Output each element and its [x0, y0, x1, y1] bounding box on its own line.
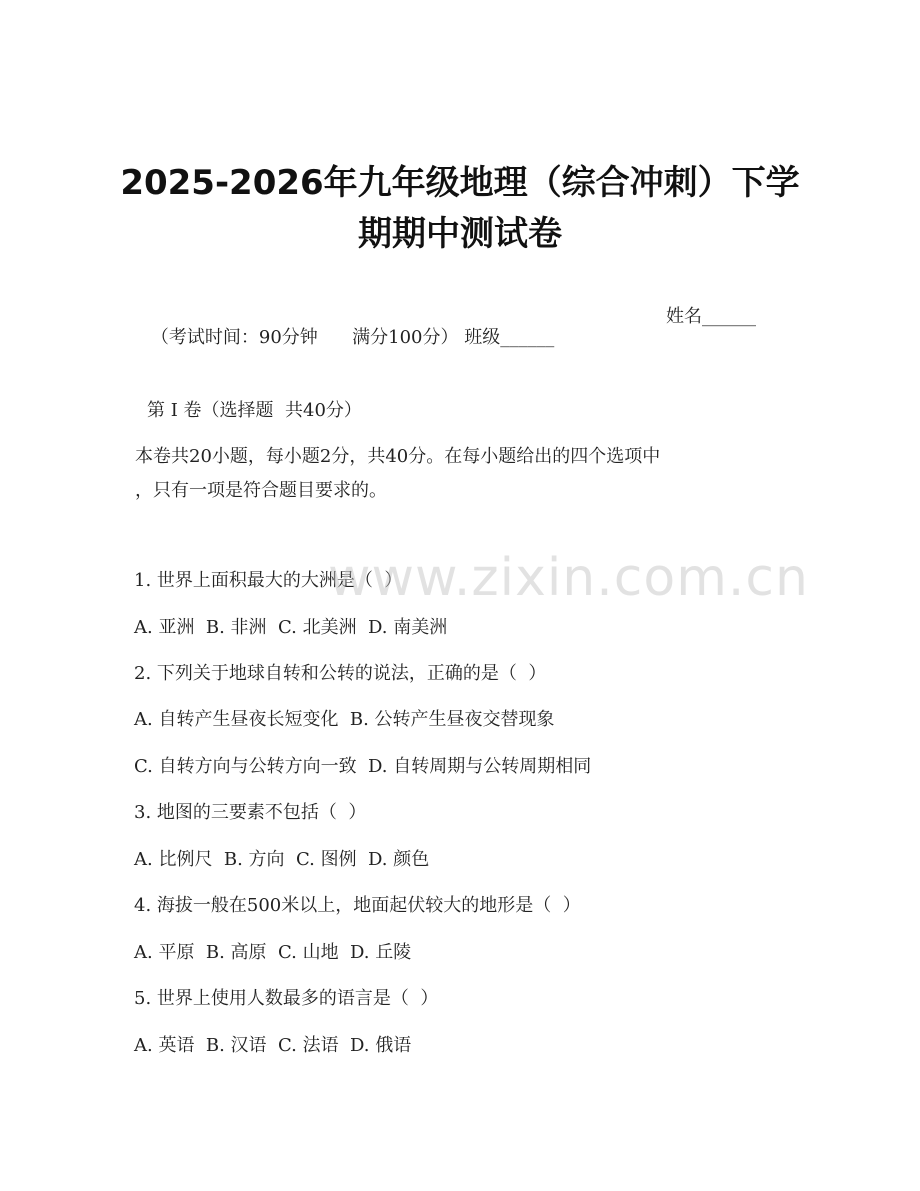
- site-watermark: www.zixin.com.cn: [328, 548, 809, 608]
- exam-title-line-2: 期期中测试卷: [358, 214, 562, 254]
- question-1-options: A. 亚洲 B. 非洲 C. 北美洲 D. 南美洲: [134, 617, 448, 638]
- question-4-options: A. 平原 B. 高原 C. 山地 D. 丘陵: [134, 942, 412, 963]
- question-5-stem: 5. 世界上使用人数最多的语言是（ ）: [134, 988, 439, 1009]
- section-heading: 第 I 卷（选择题 共40分）: [147, 400, 362, 421]
- question-2-options-line-1: A. 自转产生昼夜长短变化 B. 公转产生昼夜交替现象: [134, 709, 555, 730]
- question-2-options-line-2: C. 自转方向与公转方向一致 D. 自转周期与公转周期相同: [134, 756, 592, 777]
- question-2-stem: 2. 下列关于地球自转和公转的说法，正确的是（ ）: [134, 663, 547, 684]
- section-description-line-1: 本卷共20小题，每小题2分，共40分。在每小题给出的四个选项中: [135, 446, 661, 467]
- exam-info-line: [128, 302, 756, 391]
- exam-title-line-1: 2025-2026年九年级地理（综合冲刺）下学: [120, 163, 800, 203]
- exam-info-student-name: 姓名______: [666, 306, 756, 327]
- question-3-stem: 3. 地图的三要素不包括（ ）: [134, 802, 367, 823]
- exam-info-time-score-class: （考试时间：90分钟 满分100分） 班级______: [150, 327, 555, 348]
- question-4-stem: 4. 海拔一般在500米以上，地面起伏较大的地形是（ ）: [134, 895, 581, 916]
- section-description-line-2: ，只有一项是符合题目要求的。: [135, 480, 387, 501]
- question-5-options: A. 英语 B. 汉语 C. 法语 D. 俄语: [134, 1035, 412, 1056]
- question-1-stem: 1. 世界上面积最大的大洲是（ ）: [134, 570, 403, 591]
- question-3-options: A. 比例尺 B. 方向 C. 图例 D. 颜色: [134, 849, 430, 870]
